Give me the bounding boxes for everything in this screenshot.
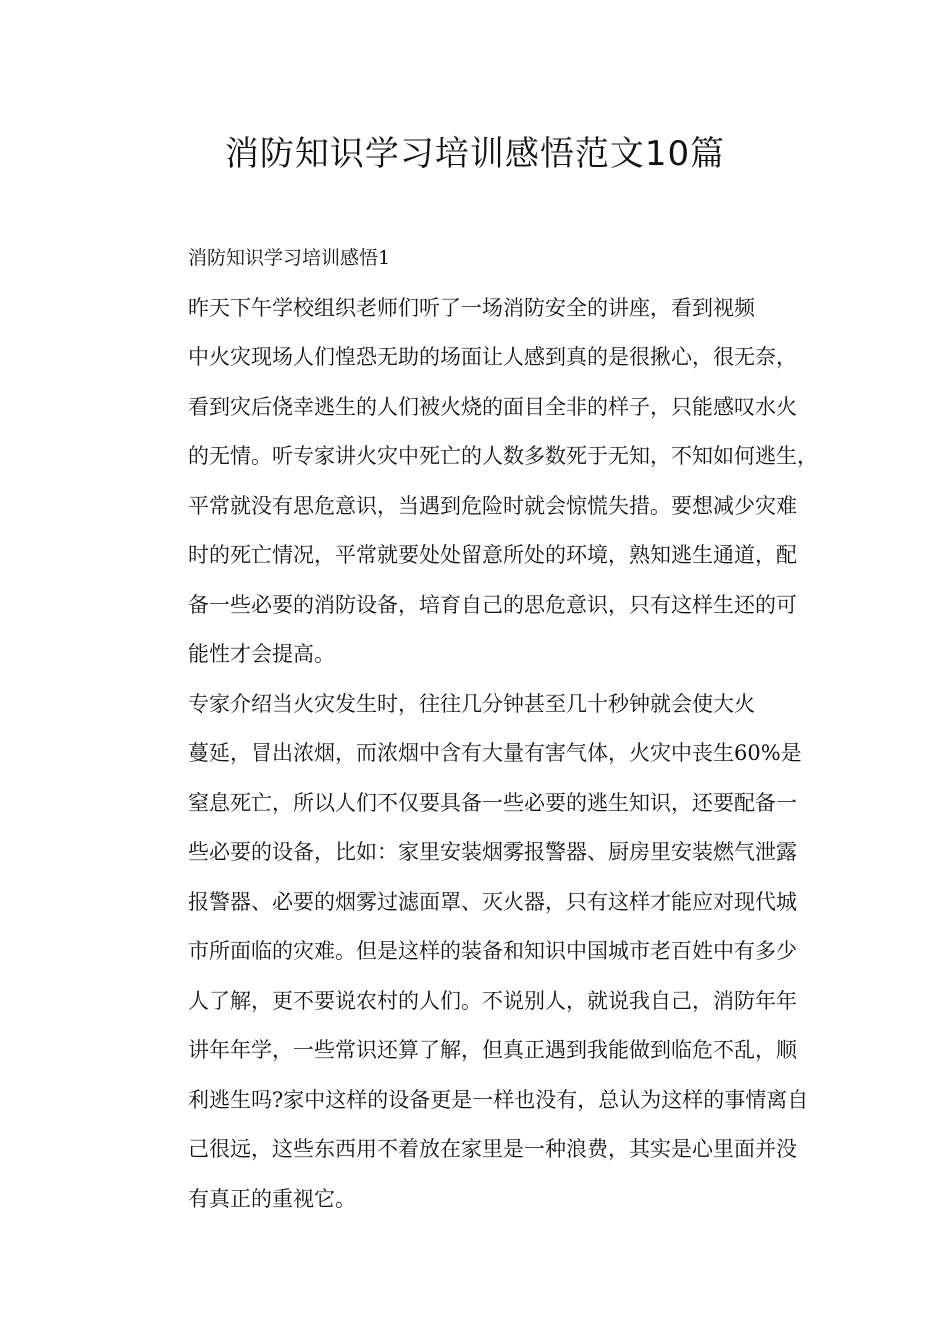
paragraph-line: 平常就没有思危意识，当遇到危险时就会惊慌失措。要想减少灾难 [188,493,797,518]
paragraph-1 [146,284,818,680]
paragraph-line: 时的死亡情况，平常就要处处留意所处的环境，熟知逃生通道，配 [188,543,797,567]
paragraph-line: 窒息死亡，所以人们不仅要具备一些必要的逃生知识，还要配备一 [188,790,797,815]
paragraph-line: 备一些必要的消防设备，培育自己的思危意识，只有这样生还的可 [188,592,797,617]
paragraph-line: 能性才会提高。 [188,642,335,666]
paragraph-line: 有真正的重视它。 [188,1186,356,1211]
paragraph-line: 的无情。听专家讲火灾中死亡的人数多数死于无知，不知如何逃生， [188,444,818,468]
paragraph-line: 看到灾后侥幸逃生的人们被火烧的面目全非的样子，只能感叹水火 [188,394,797,419]
paragraph-line: 中火灾现场人们惶恐无助的场面让人感到真的是很揪心，很无奈， [188,345,797,369]
paragraph-line: 市所面临的灾难。但是这样的装备和知识中国城市老百姓中有多少 [188,939,797,963]
paragraph-line: 报警器、必要的烟雾过滤面罩、灭火器，只有这样才能应对现代城 [188,889,797,914]
paragraph-line: 昨天下午学校组织老师们听了一场消防安全的讲座，看到视频 [188,295,755,320]
paragraph-line: 讲年年学，一些常识还算了解，但真正遇到我能做到临危不乱，顺 [188,1038,797,1062]
paragraph-line: 人了解，更不要说农村的人们。不说别人，就说我自己，消防年年 [188,988,797,1013]
paragraph-line: 己很远，这些东西用不着放在家里是一种浪费，其实是心里面并没 [188,1137,797,1161]
paragraph-line: 专家介绍当火灾发生时，往往几分钟甚至几十秒钟就会使大火 [188,691,755,716]
paragraph-line: 些必要的设备，比如：家里安装烟雾报警器、厨房里安装燃气泄露 [188,840,797,864]
paragraph-2 [146,680,808,1225]
paragraph-line: 蔓延，冒出浓烟，而浓烟中含有大量有害气体，火灾中丧生60%是 [188,741,802,765]
section-heading: 消防知识学习培训感悟1 [188,247,391,269]
paragraph-line: 利逃生吗?家中这样的设备更是一样也没有，总认为这样的事情离自 [188,1087,809,1112]
document-title: 消防知识学习培训感悟范文10篇 [224,134,726,174]
document-body [146,234,818,1224]
